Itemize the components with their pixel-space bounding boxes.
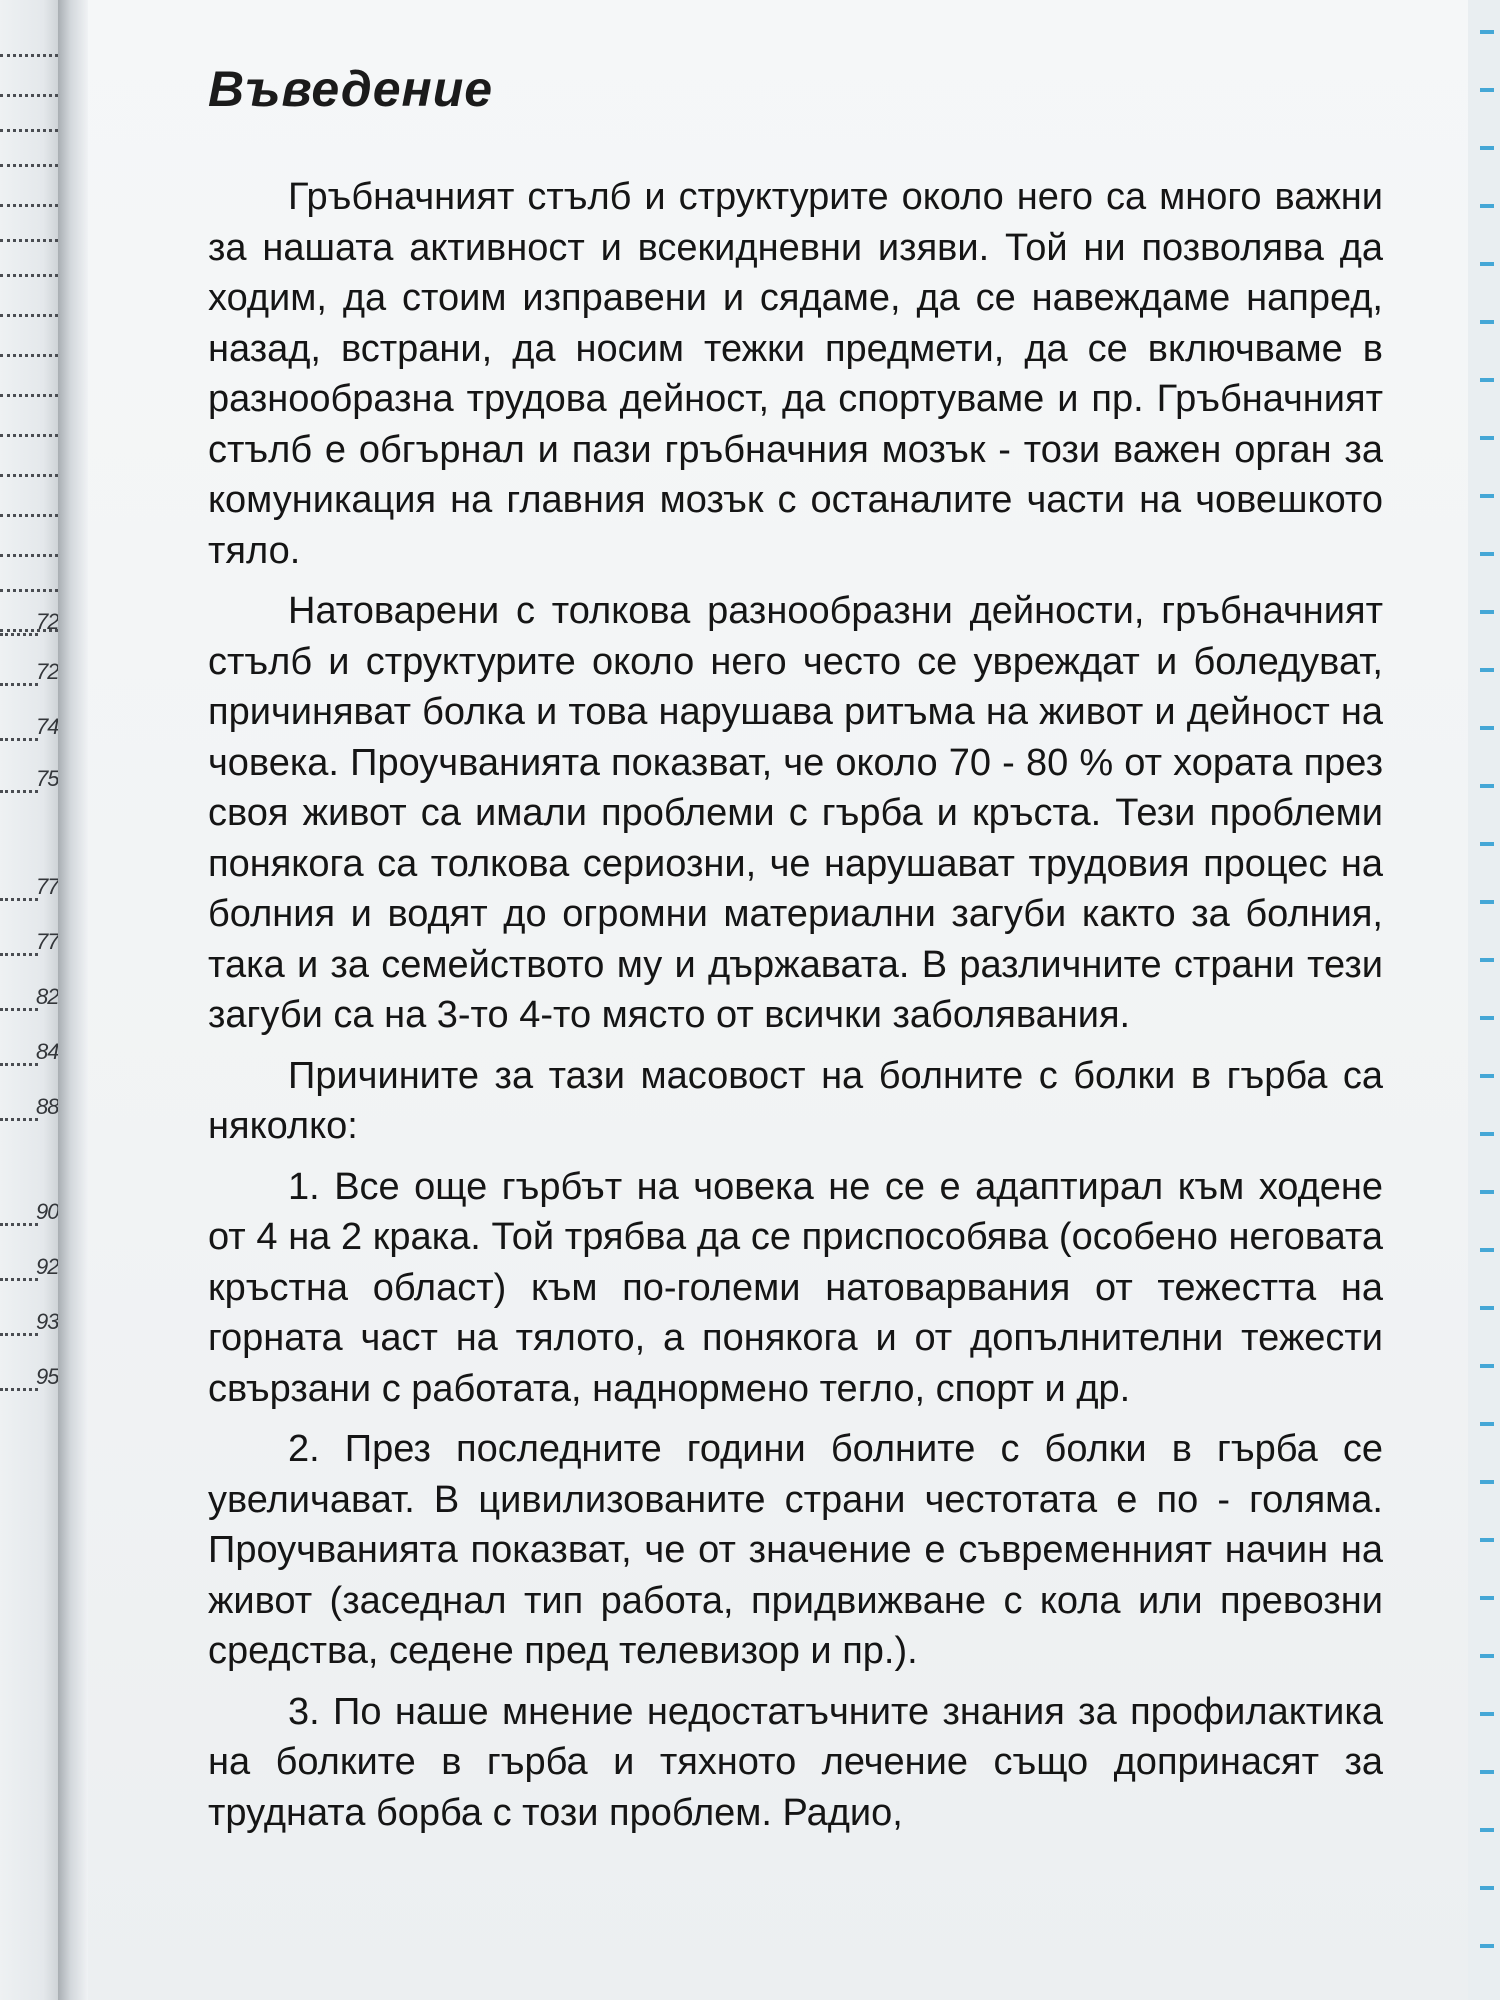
toc-page-number: 88 bbox=[36, 1094, 59, 1119]
toc-page-number: 77 bbox=[36, 874, 59, 899]
toc-dot-leader bbox=[0, 190, 58, 207]
page-edge-mark bbox=[1480, 1886, 1494, 1890]
page-edge-mark bbox=[1480, 1248, 1494, 1252]
toc-dot-leader bbox=[0, 939, 38, 956]
page-edge-mark bbox=[1480, 552, 1494, 556]
toc-page-number: 72 bbox=[36, 609, 59, 634]
paragraph: Причините за тази масовост на болните с болки в гърба са няколко: bbox=[208, 1054, 1383, 1147]
page-edge-mark bbox=[1480, 784, 1494, 788]
toc-dot-leader bbox=[0, 724, 38, 741]
toc-page-number: 72 bbox=[36, 659, 59, 684]
paragraph: Гръбначният стълб и структурите около него са много важни за нашата активност и всекидневни изяви. Той ни позволява да ходим, да стоим изправени и сядаме, да се навеждаме напред, назад, встрани, да носим тежки предмети, да се включваме в разнообразна трудова дейност, да спортуваме и пр. Гръбначният стълб е обгърнал и пази гръбначния мозък - този важен орган за комуникация на главния мозък с останалите части на човешкото тяло. bbox=[208, 176, 1383, 572]
toc-dot-leader bbox=[0, 619, 38, 636]
toc-dot-leader bbox=[0, 1319, 38, 1336]
toc-page-number: 92 bbox=[36, 1254, 59, 1279]
toc-page-number: 93 bbox=[36, 1309, 59, 1334]
toc-dot-leader bbox=[0, 540, 58, 557]
toc-dot-leader bbox=[0, 669, 38, 686]
page-edge-mark bbox=[1480, 1712, 1494, 1716]
page-edge-mark bbox=[1480, 378, 1494, 382]
toc-page-number: 82 bbox=[36, 984, 59, 1009]
page-edge-mark bbox=[1480, 1074, 1494, 1078]
paragraph: 2. През последните години болните с болки в гърба се увеличават. В цивилизованите страни честотата е по - голяма. Проучванията показват, че от значение е съвременният начин на живот (заседнал тип работа, придвижване с кола или превозни средства, седене пред телевизор и пр.). bbox=[208, 1428, 1383, 1672]
page-edge-mark bbox=[1480, 1654, 1494, 1658]
page-edge-mark bbox=[1480, 958, 1494, 962]
chapter-heading: Въведение bbox=[208, 61, 494, 117]
adjacent-page-edge bbox=[0, 0, 62, 2000]
toc-dot-leader bbox=[0, 150, 58, 167]
page-edge-mark bbox=[1480, 436, 1494, 440]
page-edge-mark bbox=[1480, 900, 1494, 904]
page-edge-mark bbox=[1480, 1306, 1494, 1310]
paragraph: 3. По наше мнение недостатъчните знания за профилактика на болките в гърба и тяхното лечение също допринасят за трудната борба с този проблем. Радио, bbox=[208, 1690, 1383, 1834]
page-content bbox=[208, 60, 1383, 1848]
toc-page-number: 74 bbox=[36, 714, 59, 739]
toc-page-number: 84 bbox=[36, 1039, 59, 1064]
book-page bbox=[88, 0, 1468, 2000]
page-edge-mark bbox=[1480, 1828, 1494, 1832]
page-edge-mark bbox=[1480, 1422, 1494, 1426]
paragraph: 1. Все още гърбът на човека не се е адаптирал към ходене от 4 на 2 крака. Той трябва да се приспособява (особено неговата кръстна област) към по-големи натоварвания от тежестта на горната част на тялото, а понякога и от допълнителни тежести свързани с работата, наднормено тегло, спорт и др. bbox=[208, 1165, 1383, 1410]
toc-dot-leader bbox=[0, 500, 58, 517]
toc-dot-leader bbox=[0, 340, 58, 357]
page-edge-mark bbox=[1480, 1480, 1494, 1484]
toc-dot-leader bbox=[0, 776, 38, 793]
toc-dot-leader bbox=[0, 1374, 38, 1391]
page-edge-mark bbox=[1480, 1364, 1494, 1368]
toc-dot-leader bbox=[0, 225, 58, 242]
page-edge-mark bbox=[1480, 204, 1494, 208]
page-edge-mark bbox=[1480, 1596, 1494, 1600]
toc-dot-leader bbox=[0, 115, 58, 132]
page-edge-mark bbox=[1480, 262, 1494, 266]
page-edge-mark bbox=[1480, 1538, 1494, 1542]
toc-dot-leader bbox=[0, 1049, 38, 1066]
toc-page-number: 75 bbox=[36, 766, 59, 791]
page-edge-mark bbox=[1480, 320, 1494, 324]
toc-page-number: 95 bbox=[36, 1364, 59, 1389]
paragraph: Натоварени с толкова разнообразни дейности, гръбначният стълб и структурите около него често се увреждат и боледуват, причиняват болка и това нарушава ритъма на живот и дейност на човека. Проучванията показват, че около 70 - 80 % от хората през своя живот са имали проблеми с гърба и кръста. Тези проблеми понякога са толкова сериозни, че нарушават трудовия процес на болния и водят до огромни материални загуби както за болния, така и за семейството му и държавата. В различните страни тези загуби са на 3-то 4-то място от всички заболявания. bbox=[208, 590, 1383, 1036]
page-edge-mark bbox=[1480, 1016, 1494, 1020]
page-edge-mark bbox=[1480, 88, 1494, 92]
page-edge-mark bbox=[1480, 1770, 1494, 1774]
page-edge-mark bbox=[1480, 726, 1494, 730]
page-edge-mark bbox=[1480, 1190, 1494, 1194]
toc-page-number: 77 bbox=[36, 929, 59, 954]
page-edge-mark bbox=[1480, 494, 1494, 498]
page-edge-mark bbox=[1480, 842, 1494, 846]
right-page-edge bbox=[1468, 0, 1500, 2000]
book-gutter bbox=[58, 0, 90, 2000]
page-edge-mark bbox=[1480, 610, 1494, 614]
toc-dot-leader bbox=[0, 80, 58, 97]
toc-dot-leader bbox=[0, 1264, 38, 1281]
toc-dot-leader bbox=[0, 994, 38, 1011]
toc-dot-leader bbox=[0, 260, 58, 277]
toc-dot-leader bbox=[0, 300, 58, 317]
toc-dot-leader bbox=[0, 1209, 38, 1226]
toc-dot-leader bbox=[0, 380, 58, 397]
toc-dot-leader bbox=[0, 575, 58, 592]
toc-dot-leader bbox=[0, 884, 38, 901]
toc-dot-leader bbox=[0, 460, 58, 477]
toc-dot-leader bbox=[0, 420, 58, 437]
toc-page-number: 90 bbox=[36, 1199, 59, 1224]
page-edge-mark bbox=[1480, 668, 1494, 672]
page-edge-mark bbox=[1480, 30, 1494, 34]
page-edge-mark bbox=[1480, 1944, 1494, 1948]
toc-dot-leader bbox=[0, 40, 58, 57]
toc-dot-leader bbox=[0, 1104, 38, 1121]
page-edge-mark bbox=[1480, 146, 1494, 150]
page-edge-mark bbox=[1480, 1132, 1494, 1136]
